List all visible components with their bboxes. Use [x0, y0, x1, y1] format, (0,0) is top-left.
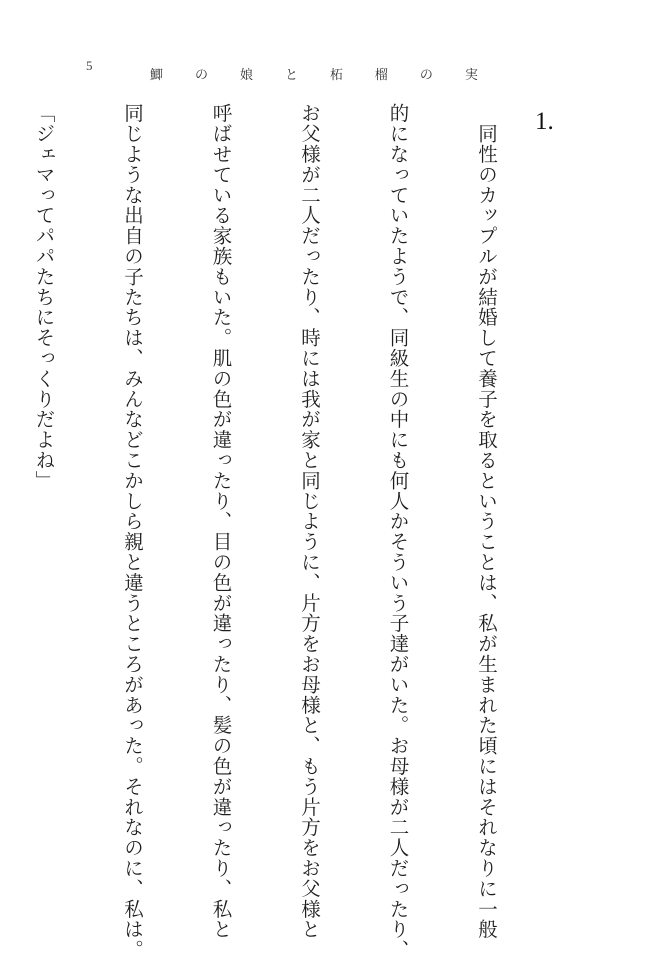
- text-line: 呼ばせている家族もいた。肌の色が違ったり、目の色が違ったり、髪の色が違ったり、私と: [209, 103, 233, 940]
- running-header-char: の: [419, 68, 433, 83]
- page-number: 5: [86, 58, 93, 73]
- running-header: [150, 64, 478, 83]
- running-header-char: と: [284, 68, 298, 83]
- running-header-char: 娘: [239, 68, 253, 83]
- running-header-char: 柘: [329, 68, 343, 83]
- chapter-number: 1.: [535, 108, 554, 135]
- text-line: お父様が二人だったり、時には我が家と同じように、片方をお母様と、もう片方をお父様と: [298, 103, 321, 940]
- dialogue-line: 「ジェマってパパたちにそっくりだよね」: [32, 103, 56, 491]
- text-line: 同性のカップルが結婚して養子を取るということは、私が生まれた頃にはそれなりに一般: [475, 103, 498, 940]
- text-line: 同じような出自の子たちは、みんなどこかしら親と違うところがあった。それなのに、私は。: [121, 103, 144, 960]
- vertical-body-text: [0, 103, 560, 960]
- text-line: 的になっていたようで、同級生の中にも何人かそういう子達がいた。お母様が二人だったり、: [386, 103, 410, 960]
- running-header-char: 実: [464, 68, 478, 83]
- running-header-char: 鯽: [150, 68, 164, 83]
- running-header-char: の: [194, 68, 208, 83]
- running-header-char: 榴: [374, 68, 388, 83]
